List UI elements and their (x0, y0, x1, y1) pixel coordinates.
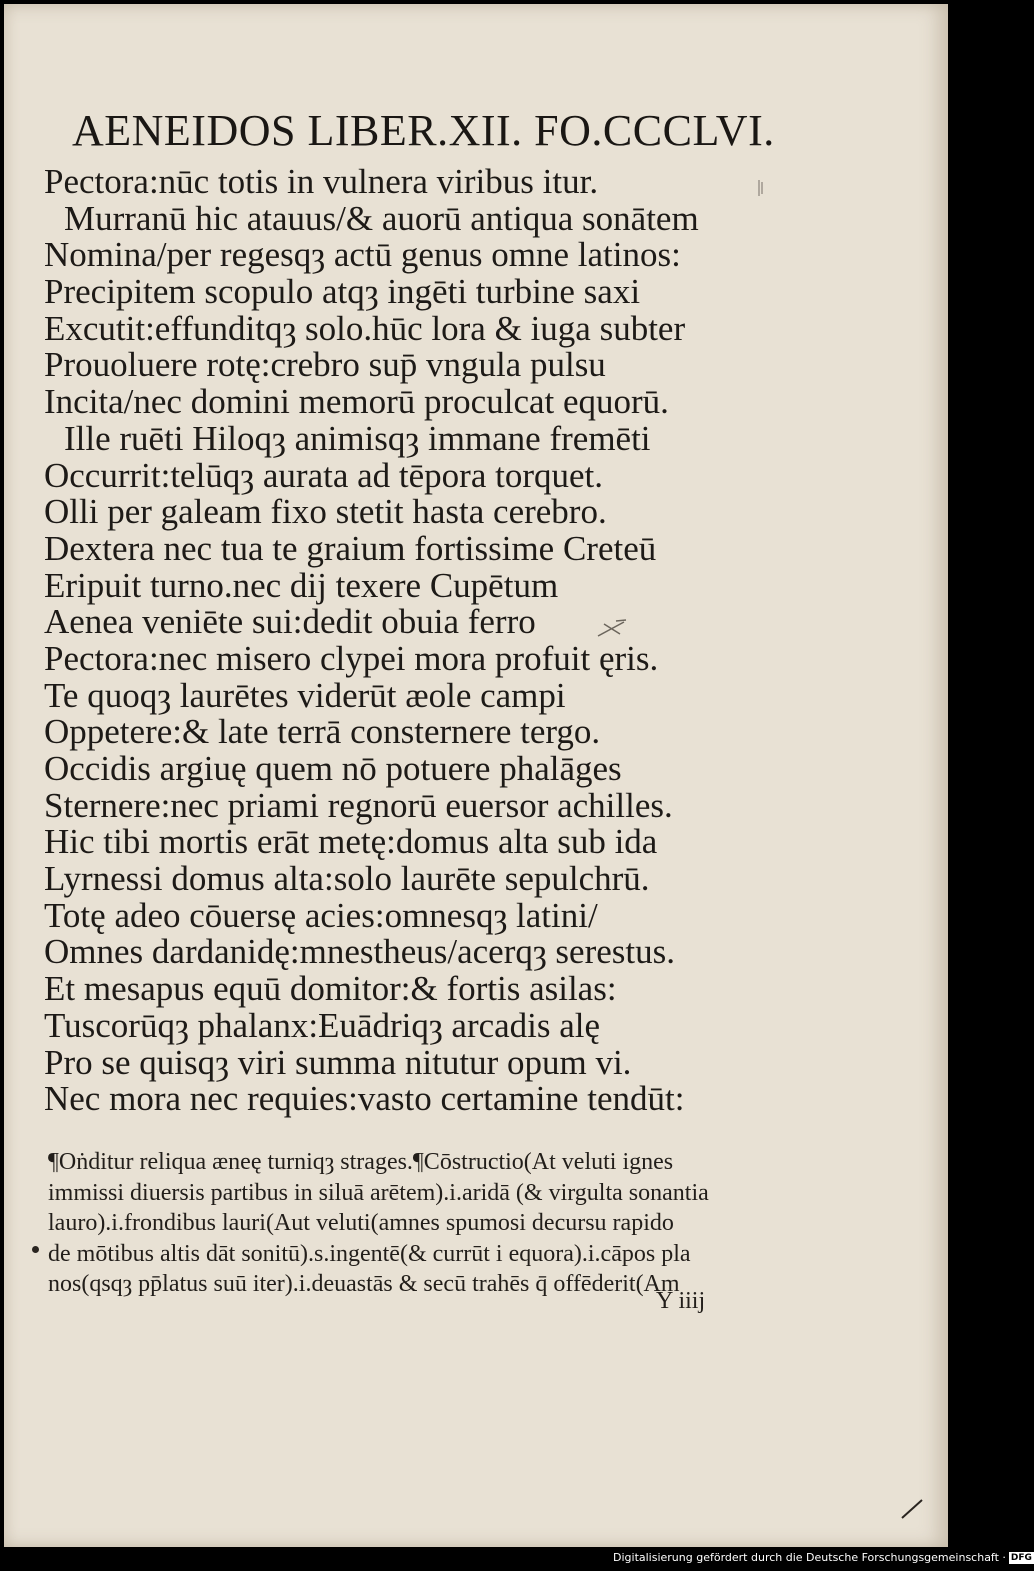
verse-line: Hic tibi mortis erāt metę:domus alta sub ida (44, 822, 658, 862)
verse-line: Sternere:nec priami regnorū euersor achilles. (44, 785, 673, 825)
commentary-block (48, 1147, 768, 1300)
verse-line: Lyrnessi domus alta:solo laurēte sepulchrū. (44, 859, 650, 899)
verse-line: Excutit:effunditqȝ solo.hūc lora & iuga subter (44, 308, 686, 348)
verse-line: Murranū hic atauus/& auorū antiqua sonātem (64, 198, 699, 238)
verse-line: Tuscorūqȝ phalanx:Euādriqȝ arcadis alę (44, 1005, 601, 1045)
margin-flourish-mark (594, 618, 630, 640)
commentary-line: immissi diuersis partibus in siluā arētem).i.aridā (& virgulta sonantia (48, 1179, 709, 1206)
commentary-line: de mōtibus altis dāt sonitū).s.ingentē(& currūt i equora).i.cāpos pla (48, 1240, 691, 1267)
corner-stroke-mark (900, 1498, 926, 1520)
verse-line: Aenea veniēte sui:dedit obuia ferro (44, 602, 536, 642)
verse-line: Olli per galeam fixo stetit hasta cerebro. (44, 492, 607, 532)
verse-line: Et mesapus equū domitor:& fortis asilas: (44, 969, 617, 1009)
verse-line: Totę adeo cōuersę acies:omnesqȝ latini/ (44, 895, 598, 935)
footer-credit (613, 1550, 1032, 1566)
verse-line: Eripuit turno.nec dij texere Cupētum (44, 565, 559, 605)
verse-line: Prouoluere rotę:crebro sup̄ vngula pulsu (44, 345, 606, 385)
margin-tick-mark (756, 178, 764, 198)
verse-line: Dextera nec tua te graium fortissime Creteū (44, 528, 657, 568)
verse-line: Pectora:nūc totis in vulnera viribus itur. (44, 162, 599, 201)
margin-dot-mark (32, 1246, 39, 1253)
verse-line: Incita/nec domini memorū proculcat equorū. (44, 382, 669, 422)
verse-line: Nec mora nec requies:vasto certamine tendūt: (44, 1079, 685, 1119)
commentary-line: nos(qsqȝ pp̄latus suū iter).i.deuastās & secū trahēs q̄ offēderit(Am (48, 1271, 680, 1297)
signature-mark: Y iiij (656, 1288, 706, 1314)
verse-line: Pro se quisqȝ viri summa nitutur opum vi. (44, 1042, 632, 1082)
running-title: AENEIDOS LIBER.XII. FO.CCCLVI. (72, 106, 775, 155)
book-page (4, 4, 948, 1547)
verse-line: Occurrit:telūqȝ aurata ad tēpora torquet. (44, 455, 603, 495)
footer-credit-text: Digitalisierung gefördert durch die Deutsche Forschungsgemeinschaft · (613, 1551, 1006, 1564)
verse-line: Pectora:nec misero clypei mora profuit ęris. (44, 638, 659, 678)
verse-line: Omnes dardanidę:mnestheus/acerqȝ serestus. (44, 932, 675, 972)
verse-line: Occidis argiuę quem nō potuere phalāges (44, 749, 622, 788)
verse-line: Oppetere:& late terrā consternere tergo. (44, 712, 601, 752)
commentary-line: lauro).i.frondibus lauri(Aut veluti(amnes spumosi decursu rapido (48, 1210, 674, 1236)
verse-line: Precipitem scopulo atqȝ ingēti turbine saxi (44, 272, 641, 312)
commentary-line: ¶Oṅditur reliqua æneę turniqȝ strages.¶Cōstructio(At veluti ignes (48, 1149, 674, 1175)
dfg-logo: DFG (1010, 1553, 1032, 1563)
verse-line: Te quoqȝ laurētes viderūt æole campi (44, 675, 566, 715)
verse-line: Nomina/per regesqȝ actū genus omne latinos: (44, 235, 681, 275)
verse-line: Ille ruēti Hiloqȝ animisqȝ immane fremēti (64, 418, 651, 458)
verse-text-block (44, 164, 764, 1118)
